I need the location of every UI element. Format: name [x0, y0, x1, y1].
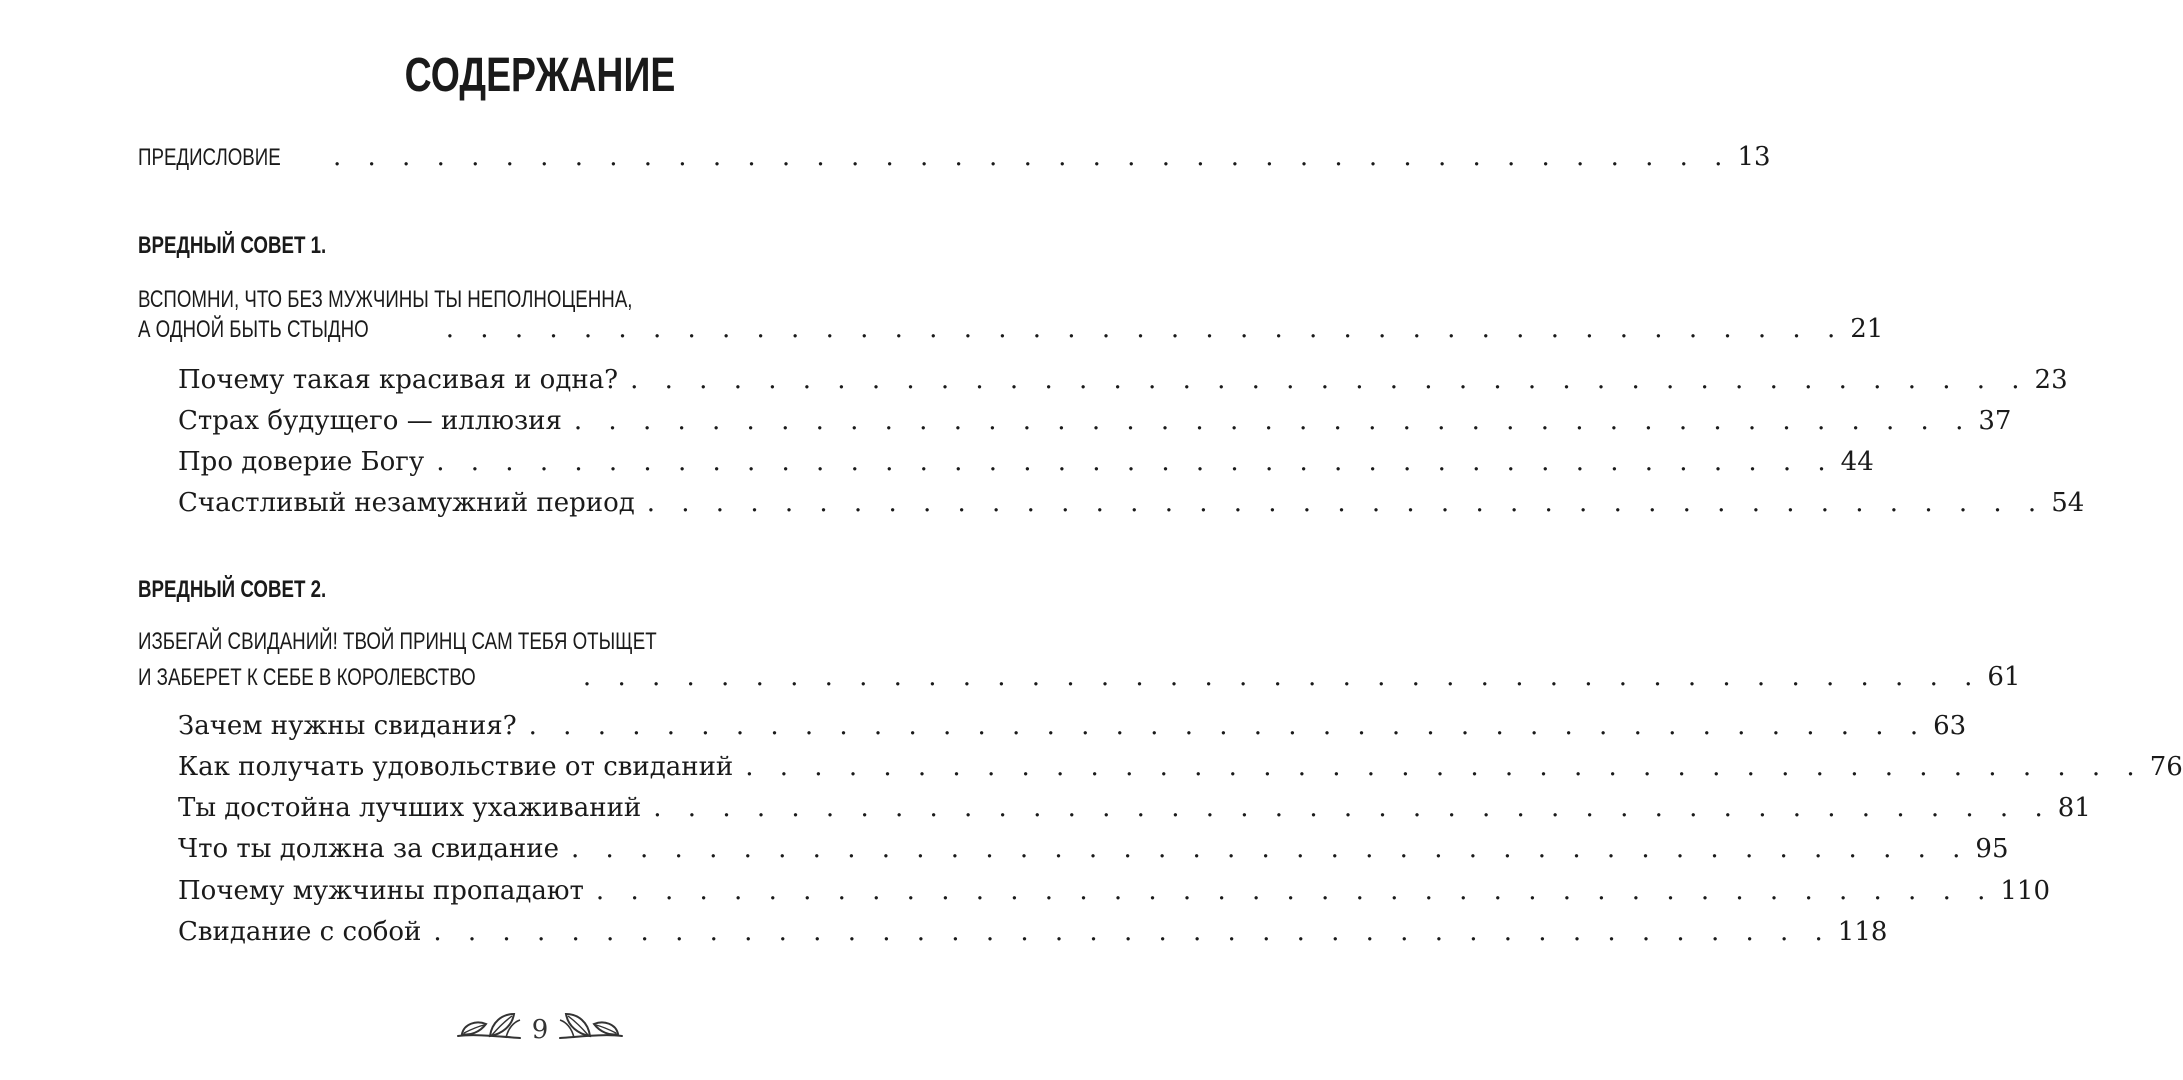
- leaf-branch-icon: [454, 1000, 524, 1050]
- toc-subentry[interactable]: [178, 365, 2068, 405]
- toc-page-number: 44: [1840, 447, 1874, 477]
- toc-subentry[interactable]: [178, 834, 2009, 874]
- dot-leader: . . . . . . . . . . . . . . . . . . . . . . . . . . . . . . . . . . . . . . . . .: [595, 876, 1995, 906]
- section-heading: ВРЕДНЫЙ СОВЕТ 2.: [138, 576, 327, 603]
- toc-entry-label: Почему мужчины пропадают: [178, 876, 584, 906]
- dot-leader: . . . . . . . . . . . . . . . . . . . . . . . . . . . . . . . . . . . . . . . . .: [333, 142, 1732, 172]
- page-number: 9: [531, 1015, 549, 1045]
- toc-page-number: 21: [1850, 314, 1884, 344]
- toc-subentry[interactable]: [178, 711, 1967, 751]
- toc-subentry[interactable]: [178, 793, 2091, 833]
- toc-page-number: 23: [2034, 365, 2068, 395]
- section-title-line: И ЗАБЕРЕТ К СЕБЕ В КОРОЛЕВСТВО: [138, 664, 476, 691]
- toc-entry-section-1[interactable]: [138, 314, 1884, 354]
- toc-subentry[interactable]: [178, 752, 2183, 792]
- toc-page-number: 76: [2149, 752, 2183, 782]
- toc-entry-label: Страх будущего — иллюзия: [178, 406, 562, 436]
- toc-subentry[interactable]: [178, 876, 2050, 916]
- dot-leader: . . . . . . . . . . . . . . . . . . . . . . . . . . . . . . . . . . . . . . . . .: [745, 752, 2144, 782]
- toc-page-number: 54: [2051, 488, 2085, 518]
- toc-entry-foreword[interactable]: [138, 142, 1771, 182]
- toc-entry-label: Почему такая красивая и одна?: [178, 365, 619, 395]
- section-title-line: ВСПОМНИ, ЧТО БЕЗ МУЖЧИНЫ ТЫ НЕПОЛНОЦЕННА,: [138, 286, 633, 313]
- section-heading: ВРЕДНЫЙ СОВЕТ 1.: [138, 232, 327, 259]
- page-title: СОДЕРЖАНИЕ: [404, 49, 676, 102]
- dot-leader: . . . . . . . . . . . . . . . . . . . . . . . . . . . . . . . . . . . . . . . . .: [445, 314, 1845, 344]
- toc-entry-label: Ты достойна лучших ухаживаний: [178, 793, 642, 823]
- toc-subentry[interactable]: [178, 406, 2012, 446]
- page-footer: [0, 995, 1080, 1055]
- section-title-line: ИЗБЕГАЙ СВИДАНИЙ! ТВОЙ ПРИНЦ САМ ТЕБЯ ОТЫЩЕТ: [138, 628, 657, 655]
- toc-page-number: 81: [2057, 793, 2091, 823]
- toc-page-number: 63: [1933, 711, 1967, 741]
- toc-page-number: 118: [1837, 917, 1888, 947]
- toc-entry-label: ПРЕДИСЛОВИЕ: [138, 144, 281, 171]
- toc-entry-label: Зачем нужны свидания?: [178, 711, 517, 741]
- dot-leader: . . . . . . . . . . . . . . . . . . . . . . . . . . . . . . . . . . . . . . . . .: [433, 917, 1832, 947]
- toc-page-number: 95: [1975, 834, 2009, 864]
- toc-subentry[interactable]: [178, 488, 2085, 528]
- toc-page-number: 13: [1737, 142, 1771, 172]
- toc-entry-label: Как получать удовольствие от свиданий: [178, 752, 734, 782]
- dot-leader: . . . . . . . . . . . . . . . . . . . . . . . . . . . . . . . . . . . . . . . . .: [630, 365, 2029, 395]
- section-title-line: А ОДНОЙ БЫТЬ СТЫДНО: [138, 316, 369, 343]
- dot-leader: . . . . . . . . . . . . . . . . . . . . . . . . . . . . . . . . . . . . . . . . .: [570, 834, 1970, 864]
- dot-leader: . . . . . . . . . . . . . . . . . . . . . . . . . . . . . . . . . . . . . . . . .: [573, 406, 1973, 436]
- toc-page-number: 37: [1978, 406, 2012, 436]
- leaf-branch-icon: [556, 1000, 626, 1050]
- toc-entry-label: Про доверие Богу: [178, 447, 425, 477]
- dot-leader: . . . . . . . . . . . . . . . . . . . . . . . . . . . . . . . . . . . . . . . . .: [653, 793, 2052, 823]
- toc-entry-section-2[interactable]: [138, 662, 2021, 702]
- dot-leader: . . . . . . . . . . . . . . . . . . . . . . . . . . . . . . . . . . . . . . . . .: [436, 447, 1835, 477]
- toc-page-number: 61: [1987, 662, 2021, 692]
- toc-entry-label: Что ты должна за свидание: [178, 834, 559, 864]
- toc-subentry[interactable]: [178, 447, 1874, 487]
- dot-leader: . . . . . . . . . . . . . . . . . . . . . . . . . . . . . . . . . . . . . . . . .: [582, 662, 1982, 692]
- toc-subentry[interactable]: [178, 917, 1888, 957]
- toc-entry-label: Свидание с собой: [178, 917, 422, 947]
- dot-leader: . . . . . . . . . . . . . . . . . . . . . . . . . . . . . . . . . . . . . . . . .: [646, 488, 2046, 518]
- toc-entry-label: Счастливый незамужний период: [178, 488, 635, 518]
- dot-leader: . . . . . . . . . . . . . . . . . . . . . . . . . . . . . . . . . . . . . . . . .: [528, 711, 1928, 741]
- toc-page-number: 110: [2000, 876, 2050, 906]
